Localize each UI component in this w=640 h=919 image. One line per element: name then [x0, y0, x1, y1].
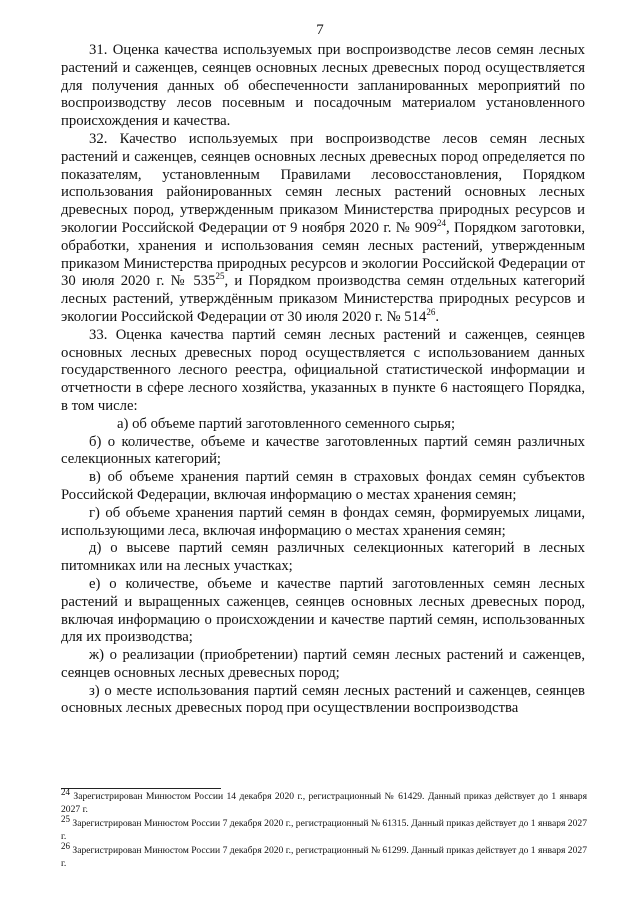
paragraph-32-part-1: 32. Качество используемых при воспроизводстве лесов семян лесных растений и саженцев, сеянцев основных лесных древесных пород определяется по показателям, установленным Правилами лесовосстановления, Порядком использования районированных семян лесных растений основных лесных древесных пород, утвержденным приказом Министерства природных ресурсов и экологии Российской Федерации от 9 ноября 2020 г. № 909 — [61, 130, 585, 236]
paragraph-33: 33. Оценка качества партий семян лесных растений и саженцев, сеянцев основных лесных древесных пород осуществляется с использованием данных государственного лесного реестра, официальной статистической информации и отчетности в сфере лесного хозяйства, указанных в пункте 6 настоящего Порядка, в том числе: — [61, 326, 585, 414]
footnote-26 — [61, 841, 587, 870]
list-item-d: д) о высеве партий семян различных селекционных категорий в лесных питомниках или на лесных участках; — [61, 540, 585, 575]
list-item-b: б) о количестве, объеме и качестве заготовленных партий семян различных селекционных категорий; — [61, 433, 585, 468]
list-item-a — [61, 416, 585, 434]
list-item-z: з) о месте использования партий семян лесных растений и саженцев, сеянцев основных лесных древесных пород при осуществлении воспроизводства — [61, 682, 585, 717]
footnote-ref-26: 26 — [426, 307, 436, 318]
footnote-ref-24: 24 — [436, 218, 446, 229]
list-item-v: в) об объеме хранения партий семян в страховых фондах семян субъектов Российской Федерации, включая информацию о местах хранения семян; — [61, 469, 585, 503]
footnote-24-text: Зарегистрирован Минюстом России 14 декабря 2020 г., регистрационный № 61429. Данный приказ действует до 1 января 2027 г. — [61, 791, 587, 815]
footnote-24 — [61, 786, 587, 816]
footnote-25-marker: 25 — [61, 814, 70, 824]
paragraph-31: 31. Оценка качества используемых при воспроизводстве лесов семян лесных растений и саженцев, сеянцев основных лесных древесных пород осуществляется для получения данных об обеспеченности запланированных мероприятий по воспроизводству лесов посевным и посадочным материалом установленного происхождения и качества. — [61, 42, 585, 130]
paragraph-32-end: . — [435, 308, 439, 325]
footnote-26-text: Зарегистрирован Минюстом России 7 декабря 2020 г., регистрационный № 61299. Данный приказ действует до 1 января 2027 г. — [61, 845, 587, 869]
footnote-ref-25: 25 — [215, 271, 225, 282]
list-item-a-text: а) об объеме партий заготовленного семенного сырья; — [117, 415, 456, 432]
page-number: 7 — [316, 22, 324, 38]
paragraph-32 — [61, 131, 585, 327]
list-item-zh: ж) о реализации (приобретении) партий семян лесных растений и саженцев, сеянцев основных лесных древесных пород; — [61, 647, 585, 681]
footnotes — [61, 786, 587, 873]
footnote-24-marker: 24 — [61, 786, 70, 797]
footnote-25 — [61, 814, 587, 843]
list-item-e: е) о количестве, объеме и качестве партий заготовленных семян лесных растений и выращенных саженцев, сеянцев основных лесных древесных пород, включая информацию о происхождении и качестве партий семян, использованных для их производства; — [61, 575, 585, 646]
footnote-26-marker: 26 — [61, 841, 70, 852]
list-item-g: г) об объеме хранения партий семян в фондах семян, формируемых лицами, использующими леса, включая информацию о местах хранения семян; — [61, 504, 585, 539]
paragraph-32-part-2: , Порядком заготовки, обработки, хранения и использования семян лесных растений, утвержденным приказом Министерства природных ресурсов и экологии Российской Федерации от 30 июля 2020 г. № 535 — [61, 219, 585, 290]
paragraph-32-part-3: , и Порядком производства семян отдельных категорий лесных растений, утверждённым приказом Министерства природных ресурсов и экологии Российской Федерации от 30 июля 2020 г. № 514 — [61, 273, 585, 325]
document-body — [61, 42, 585, 718]
footnote-separator — [61, 788, 221, 789]
footnote-25-text: Зарегистрирован Минюстом России 7 декабря 2020 г., регистрационный № 61315. Данный приказ действует до 1 января 2027 г. — [61, 818, 587, 842]
